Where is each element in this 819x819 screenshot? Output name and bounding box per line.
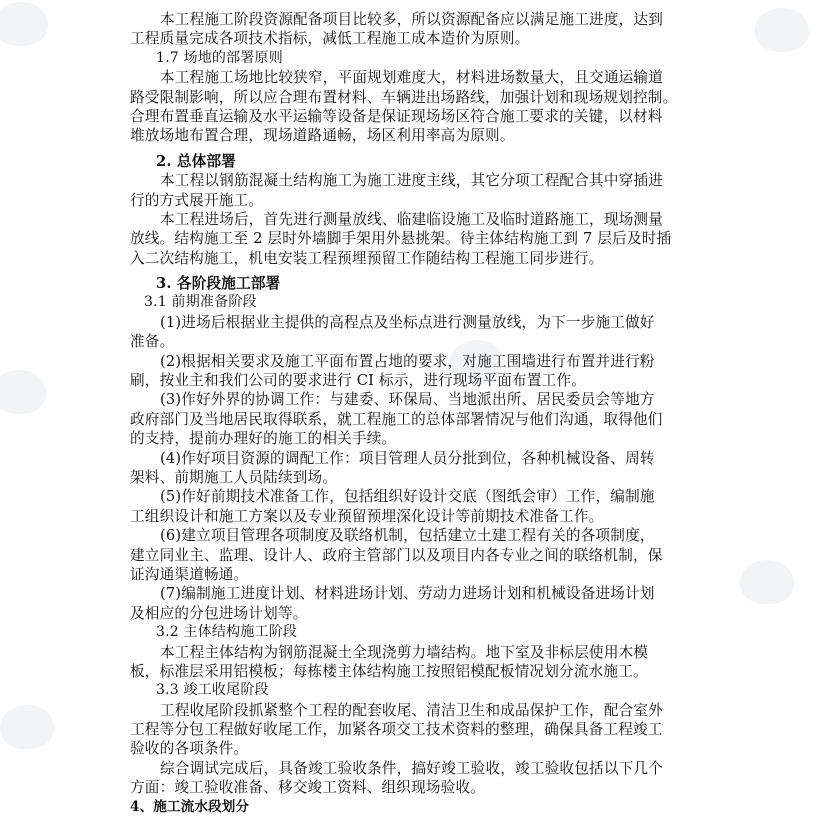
watermark-elephant-logo: [0, 705, 54, 749]
paragraph-line: 及相应的分包进场计划等。: [130, 604, 308, 622]
section-heading: 4、施工流水段划分: [130, 798, 250, 815]
paragraph-line: 验收的各项条件。: [130, 740, 249, 758]
watermark-elephant-logo: [0, 370, 46, 414]
watermark-elephant-logo: [740, 560, 794, 604]
paragraph-line: 本工程以钢筋混凝土结构施工为施工进度主线，其它分项工程配合其中穿插进: [160, 172, 663, 190]
paragraph-line: 本工程进场后，首先进行测量放线、临建临设施工及临时道路施工，现场测量: [160, 210, 663, 228]
paragraph-line: 板，标准层采用铝模板；每栋楼主体结构施工按照铝模配板情况划分流水施工。: [130, 662, 648, 680]
paragraph-line: (3)作好外界的协调工作：与建委、环保局、当地派出所、居民委员会等地方: [160, 391, 655, 409]
paragraph-line: 方面：竣工验收准备、移交竣工资料、组织现场验收。: [130, 779, 486, 797]
paragraph-line: 工组织设计和施工方案以及专业预留预埋深化设计等前期技术准备工作。: [130, 507, 604, 525]
watermark-elephant-logo: [755, 8, 809, 52]
watermark-elephant-logo: [0, 2, 48, 46]
section-heading: 3. 各阶段施工部署: [156, 275, 281, 293]
paragraph-line: 工程等分包工程做好收尾工作，加紧各项交工技术资料的整理，确保具备工程竣工: [130, 721, 663, 739]
paragraph-line: 入二次结构施工，机电安装工程预埋预留工作随结构工程施工同步进行。: [130, 249, 604, 267]
paragraph-line: (7)编制施工进度计划、材料进场计划、劳动力进场计划和机械设备进场计划: [160, 585, 655, 603]
paragraph-line: (1)进场后根据业主提供的高程点及坐标点进行测量放线，为下一步施工做好: [160, 313, 655, 331]
paragraph-line: 合理布置垂直运输及水平运输等设备是保证现场场区符合施工要求的关键，以材料: [130, 107, 663, 125]
paragraph-line: (5)作好前期技术准备工作，包括组织好设计交底（图纸会审）工作，编制施: [160, 488, 655, 506]
paragraph-line: 政府部门及当地居民取得联系，就工程施工的总体部署情况与他们沟通，取得他们: [130, 410, 663, 428]
paragraph-line: 行的方式展开施工。: [130, 191, 264, 209]
paragraph-line: 工程收尾阶段抓紧整个工程的配套收尾、清洁卫生和成品保护工作，配合室外: [160, 701, 663, 719]
subsection-heading: 3.1 前期准备阶段: [144, 294, 257, 311]
paragraph-line: 放线。结构施工至 2 层时外墙脚手架用外悬挑架。待主体结构施工到 7 层后及时插: [130, 230, 672, 248]
paragraph-line: 证沟通渠道畅通。: [130, 565, 249, 583]
paragraph-line: 的支持，提前办理好的施工的相关手续。: [130, 430, 397, 448]
paragraph-line: 路受限制影响，所以应合理布置材料、车辆进出场路线，加强计划和现场规划控制。: [130, 88, 678, 106]
paragraph-line: (6)建立项目管理各项制度及联络机制，包括建立土建工程有关的各项制度，: [160, 527, 655, 545]
paragraph-line: 本工程主体结构为钢筋混凝土全现浇剪力墙结构。地下室及非标层使用木模: [160, 643, 649, 661]
section-heading: 1.7 场地的部署原则: [156, 49, 283, 66]
document-page: [130, 10, 730, 817]
subsection-heading: 3.3 竣工收尾阶段: [156, 682, 269, 699]
paragraph-line: (2)根据相关要求及施工平面布置占地的要求，对施工围墙进行布置并进行粉: [160, 352, 655, 370]
paragraph-line: 堆放场地布置合理，现场道路通畅，场区利用率高为原则。: [130, 127, 515, 145]
paragraph-line: 刷，按业主和我们公司的要求进行 CI 标示，进行现场平面布置工作。: [130, 372, 587, 390]
paragraph-line: 本工程施工场地比较狭窄，平面规划难度大，材料进场数量大，且交通运输道: [160, 69, 663, 87]
paragraph-line: 架料、前期施工人员陆续到场。: [130, 468, 338, 486]
paragraph-line: 工程质量完成各项技术指标，减低工程施工成本造价为原则。: [130, 30, 530, 48]
paragraph-line: 准备。: [130, 333, 175, 351]
paragraph-line: (4)作好项目资源的调配工作：项目管理人员分批到位，各种机械设备、周转: [160, 449, 655, 467]
paragraph-line: 本工程施工阶段资源配备项目比较多，所以资源配备应以满足施工进度，达到: [160, 11, 663, 28]
subsection-heading: 3.2 主体结构施工阶段: [156, 624, 298, 641]
section-heading: 2. 总体部署: [156, 152, 237, 170]
paragraph-line: 综合调试完成后，具备竣工验收条件，搞好竣工验收，竣工验收包括以下几个: [160, 759, 663, 777]
paragraph-line: 建立同业主、监理、设计人、政府主管部门以及项目内各专业之间的联络机制，保: [130, 546, 663, 564]
